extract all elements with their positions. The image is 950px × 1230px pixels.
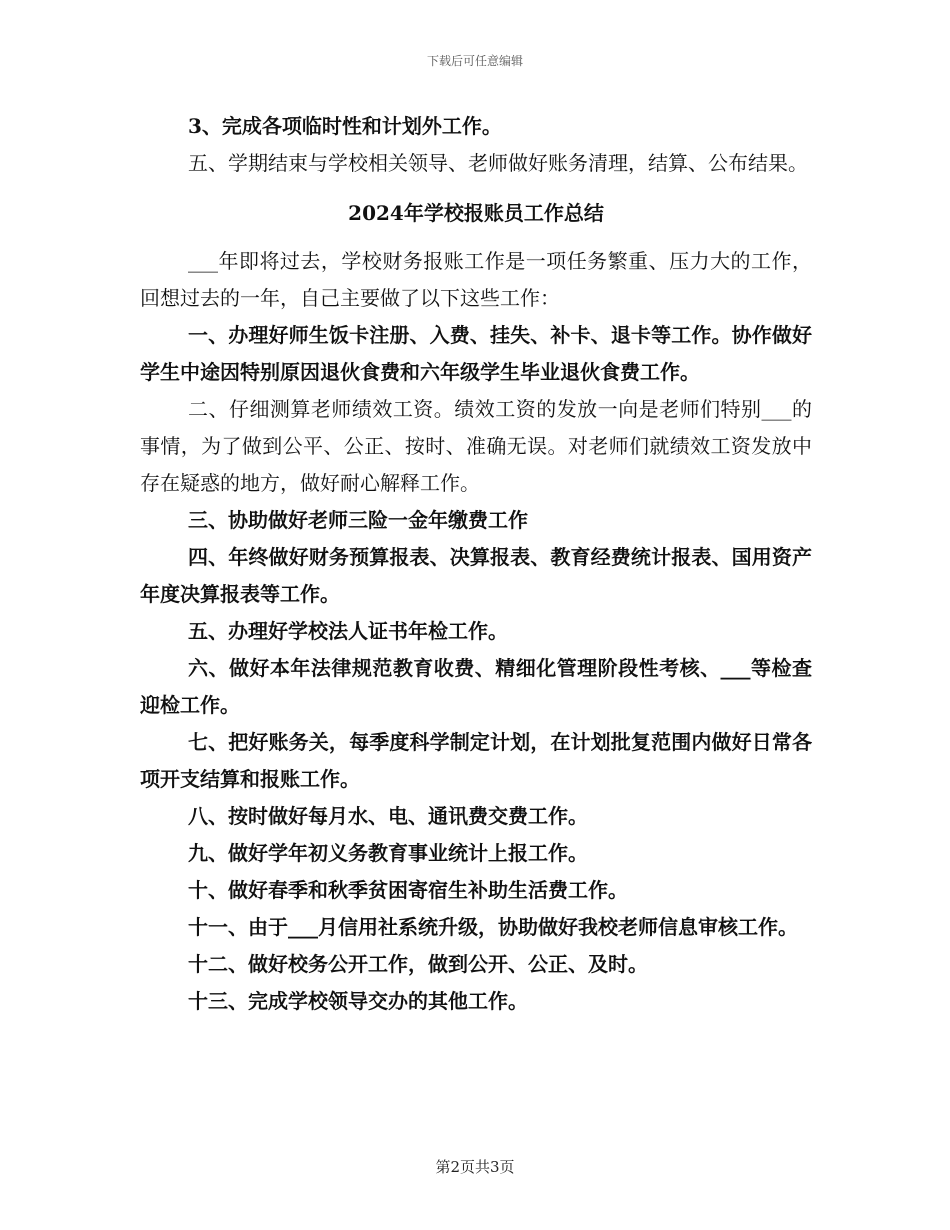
body-paragraph: 七、把好账务关，每季度科学制定计划，在计划批复范围内做好日常各项开支结算和报账工作。	[140, 730, 812, 791]
body-paragraph: 八、按时做好每月水、电、通讯费交费工作。	[188, 804, 588, 828]
document-title: 2024年学校报账员工作总结	[348, 201, 604, 225]
body-paragraph: 六、做好本年法律规范教育收费、精细化管理阶段性考核、___等检查迎检工作。	[140, 656, 812, 717]
body-paragraph: 十二、做好校务公开工作，做到公开、公正、及时。	[188, 952, 648, 976]
document-body	[140, 108, 812, 1020]
intro-paragraph-2: 五、学期结束与学校相关领导、老师做好账务清理，结算、公布结果。	[188, 151, 808, 175]
body-paragraph: 九、做好学年初义务教育事业统计上报工作。	[188, 841, 588, 865]
body-paragraph: 三、协助做好老师三险一金年缴费工作	[188, 508, 528, 532]
body-paragraph: ___年即将过去，学校财务报账工作是一项任务繁重、压力大的工作，回想过去的一年，自己主要做了以下这些工作：	[140, 249, 812, 310]
body-paragraph: 十三、完成学校领导交办的其他工作。	[188, 989, 528, 1013]
body-paragraph: 二、仔细测算老师绩效工资。绩效工资的发放一向是老师们特别___的事情，为了做到公平、公正、按时、准确无误。对老师们就绩效工资发放中存在疑惑的地方，做好耐心解释工作。	[140, 397, 812, 495]
body-paragraph: 十一、由于___月信用社系统升级，协助做好我校老师信息审核工作。	[188, 915, 798, 939]
body-paragraph: 一、办理好师生饭卡注册、入费、挂失、补卡、退卡等工作。协作做好学生中途因特别原因退伙食费和六年级学生毕业退伙食费工作。	[140, 323, 812, 384]
intro-paragraph-1: 3、完成各项临时性和计划外工作。	[188, 114, 502, 138]
body-paragraph: 五、办理好学校法人证书年检工作。	[188, 619, 508, 643]
page-header: 下载后可任意编辑	[426, 54, 523, 68]
page-number-footer: 第2页共3页	[435, 1158, 515, 1176]
body-paragraph: 四、年终做好财务预算报表、决算报表、教育经费统计报表、国用资产年度决算报表等工作。	[140, 545, 812, 606]
body-paragraph: 十、做好春季和秋季贫困寄宿生补助生活费工作。	[188, 878, 628, 902]
